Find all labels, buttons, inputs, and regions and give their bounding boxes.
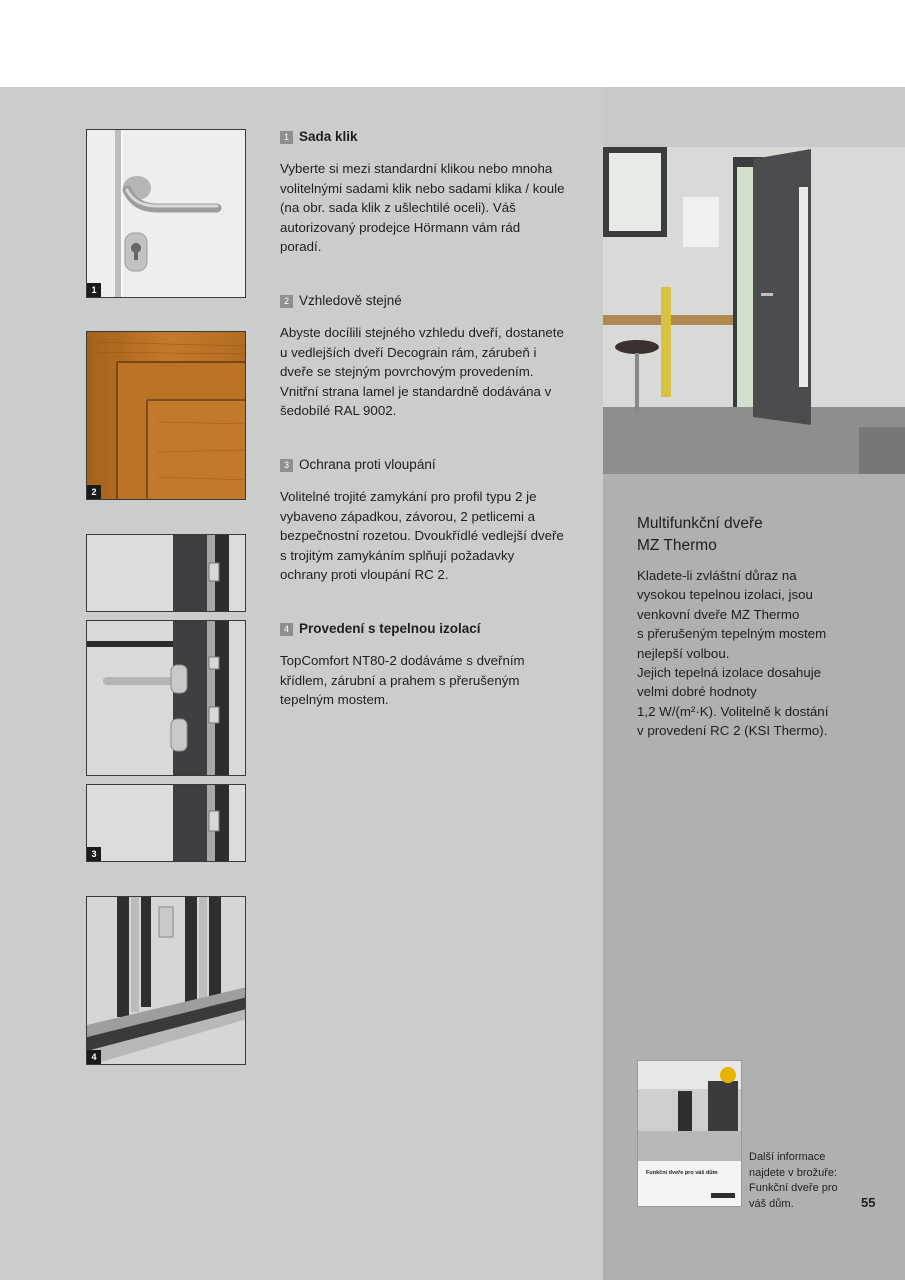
workshop-door-illustration: [603, 87, 905, 474]
sidebar-hero-photo: [603, 87, 905, 474]
section-heading: [280, 457, 565, 473]
brochure-title: Funkční dveře pro váš dům: [646, 1170, 718, 1176]
figure-thermal-frame: [86, 896, 246, 1065]
section-heading: [280, 621, 565, 637]
section-title: Ochrana proti vloupání: [299, 457, 436, 472]
brochure-logo-bar: [711, 1193, 735, 1198]
brochure-note: Další informace najdete v brožuře: Funkční dveře pro váš dům.: [749, 1151, 838, 1210]
section-heading: [280, 293, 565, 309]
section-thermal-insulation: [280, 621, 565, 710]
section-title: Sada klik: [299, 129, 358, 144]
section-number: 2: [280, 295, 293, 308]
sidebar-title-line: MZ Thermo: [637, 537, 717, 554]
section-burglary-protection: [280, 457, 565, 585]
lock-handle-illustration: [87, 621, 246, 776]
door-handle-illustration: [87, 130, 246, 298]
section-heading: [280, 129, 565, 145]
section-handle-set: [280, 129, 565, 257]
section-number: 1: [280, 131, 293, 144]
figure-lock-bottom: [86, 784, 246, 862]
section-text: Vyberte si mezi standardní klikou nebo mnoha volitelnými sadami klik nebo sadami klika / koule (na obr. sada klik z ušlechtilé oceli). Váš autorizovaný prodejce Hörmann vám rád poradí.: [280, 161, 565, 254]
section-text: TopComfort NT80-2 dodáváme s dveřním křídlem, zárubní a prahem s přerušeným tepelným mostem.: [280, 653, 525, 707]
lock-bolt-illustration: [87, 785, 246, 862]
sidebar-body-text: Kladete-li zvláštní důraz na vysokou tepelnou izolaci, jsou venkovní dveře MZ Thermo s přerušeným tepelným mostem nejlepší volbou. Jejich tepelná izolace dosahuje velmi dobré hodnoty 1,2 W/(m²·K). Volitelně k dostání v provedení RC 2 (KSI Thermo).: [637, 568, 829, 739]
section-number: 4: [280, 623, 293, 636]
figure-lock-top: [86, 534, 246, 612]
figure-number-badge: 1: [87, 283, 101, 297]
section-text: Volitelné trojité zamykání pro profil typu 2 je vybaveno západkou, závorou, 2 petlicemi a bezpečnostní rozetou. Dvoukřídlé vedlejší dveře s trojitým zamykáním splňují požadavky ochrany proti vloupání RC 2.: [280, 489, 564, 582]
thermal-frame-illustration: [87, 897, 246, 1065]
section-same-look: [280, 293, 565, 421]
section-text: Abyste docílili stejného vzhledu dveří, dostanete u vedlejších dveří Decograin rám, zárubeň i dveře se stejným povrchovým provedením. Vnitřní strana lamel je standardně dodávána v šedobílé RAL 9002.: [280, 325, 564, 418]
woodgrain-illustration: [87, 332, 246, 500]
sidebar-title: [637, 513, 877, 557]
figure-door-handle: [86, 129, 246, 298]
figure-number-badge: 2: [87, 485, 101, 499]
brochure-cover[interactable]: [637, 1060, 742, 1207]
lock-latch-illustration: [87, 535, 246, 612]
section-number: 3: [280, 459, 293, 472]
figure-lock-middle: [86, 620, 246, 776]
brochure-cover-image: [638, 1061, 741, 1161]
section-title: Provedení s tepelnou izolací: [299, 621, 481, 636]
figure-number-badge: 4: [87, 1050, 101, 1064]
figure-woodgrain-panel: [86, 331, 246, 500]
sidebar-title-line: Multifunkční dveře: [637, 515, 763, 532]
figure-number-badge: 3: [87, 847, 101, 861]
section-title: Vzhledově stejné: [299, 293, 402, 308]
page-number: 55: [861, 1195, 876, 1210]
